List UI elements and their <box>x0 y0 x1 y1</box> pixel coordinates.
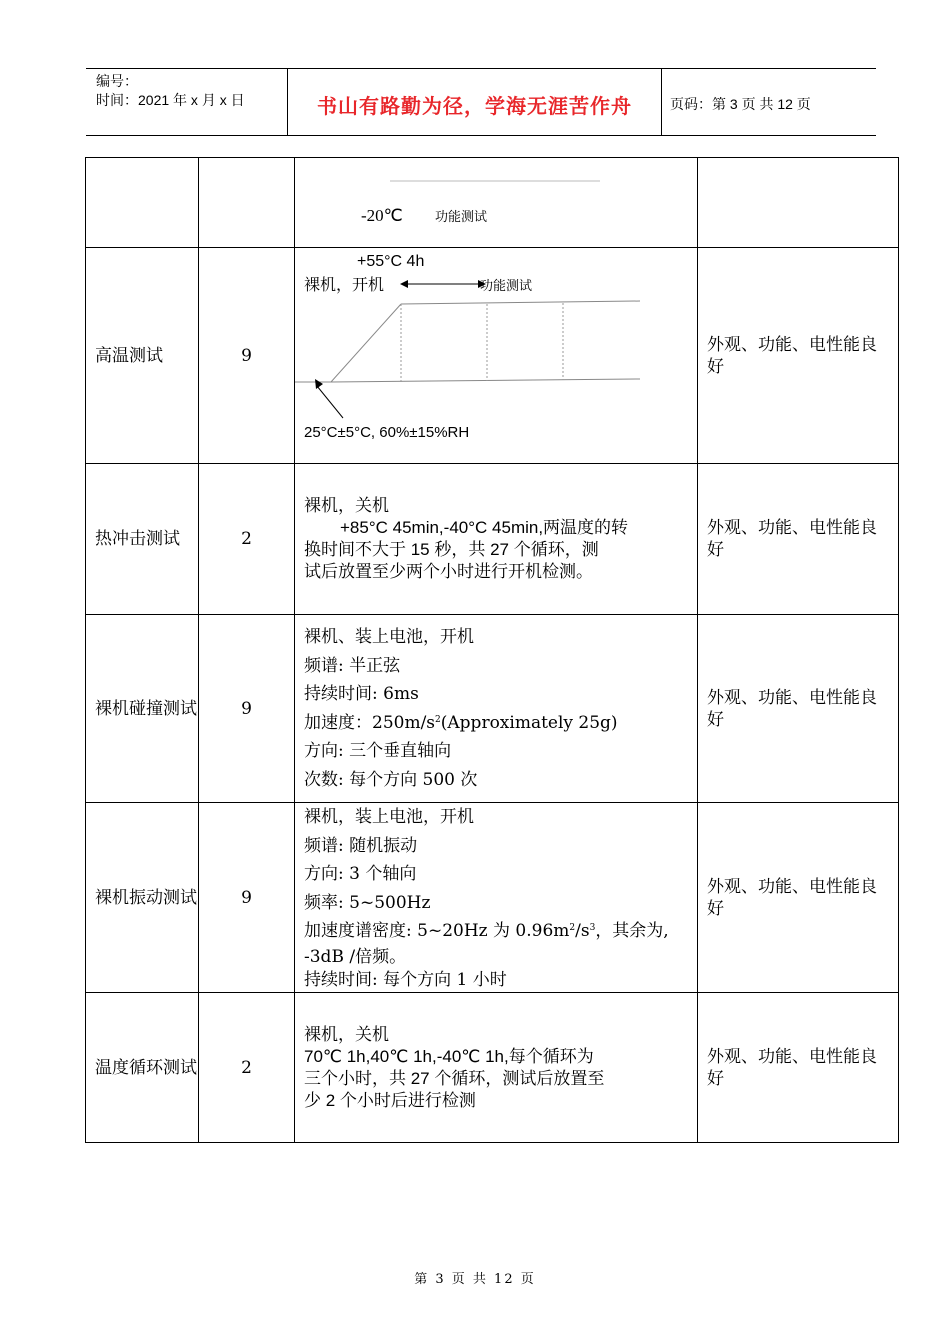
header-motto: 书山有路勤为径，学海无涯苦作舟 <box>317 96 632 118</box>
condition-line: 裸机，关机 <box>304 496 389 516</box>
condition-line: 少 2 个小时后进行检测 <box>304 1090 476 1110</box>
condition-line: 方向: 三个垂直轴向 <box>304 741 452 761</box>
table-row <box>86 248 899 464</box>
table-row <box>86 993 899 1143</box>
table-row <box>86 615 899 803</box>
doc-number-label: 编号： <box>96 73 138 89</box>
header-meta <box>96 72 245 110</box>
low-temp-diagram <box>295 158 685 246</box>
condition-line: +85°C 45min,-40°C 45min,两温度的转 <box>340 518 629 537</box>
condition-line: 方向: 3 个轴向 <box>304 864 417 885</box>
function-test-label: 功能测试 <box>435 210 488 225</box>
header-top-rule <box>86 68 876 69</box>
condition-line: 频谱: 随机振动 <box>304 835 418 856</box>
table-row <box>86 464 899 615</box>
test-result-cell: 外观、功能、电性能良好 <box>698 803 899 993</box>
condition-line: 裸机，装上电池，开机 <box>304 807 474 828</box>
test-table <box>85 157 899 1143</box>
condition-line: 裸机，关机 <box>304 1024 389 1045</box>
condition-line: 裸机、装上电池，开机 <box>304 627 474 647</box>
page-footer: 第 3 页 共 12 页 <box>414 1272 536 1287</box>
test-name-cell: 热冲击测试 <box>86 464 199 615</box>
condition-line: 频谱: 半正弦 <box>304 655 401 676</box>
test-condition-cell <box>295 158 698 248</box>
test-name-cell: 温度循环测试 <box>86 993 199 1143</box>
test-count-cell: 9 <box>199 248 295 464</box>
condition-line: 加速度：$250m/s^2(Approximately$ 25g) <box>304 712 618 733</box>
test-result-cell: 外观、功能、电性能良好 <box>698 464 899 615</box>
test-result-cell <box>698 158 899 248</box>
condition-line: 三个小时，共 27 个循环，测试后放置至 <box>304 1068 605 1088</box>
condition-line: 频率: 5~500Hz <box>304 892 431 913</box>
test-result-cell: 外观、功能、电性能良好 <box>698 993 899 1143</box>
condition-line: 持续时间: 6ms <box>304 684 419 704</box>
test-result-cell: 外观、功能、电性能良好 <box>698 615 899 803</box>
condition-line: 加速度谱密度: 5~20Hz 为 $0.96m^2/s^3$，其余为, <box>304 921 669 942</box>
high-temp-diagram <box>295 248 688 462</box>
test-count-cell: 2 <box>199 993 295 1143</box>
condition-line: 持续时间: 每个方向 1 小时 <box>304 969 507 990</box>
header-page-label: 页码：第 3 页 共 12 页 <box>670 96 811 112</box>
function-test-label: 功能测试 <box>480 279 533 294</box>
test-result-cell: 外观、功能、电性能良好 <box>698 248 899 464</box>
condition-line: 试后放置至少两个小时进行开机检测。 <box>304 562 593 582</box>
setting-label: +55°C 4h <box>357 253 425 270</box>
doc-time-label: 时间：2021 年 x 月 x 日 <box>96 92 245 108</box>
mode-label: 裸机，开机 <box>304 275 385 294</box>
ambient-label: 25°C±5°C, 60%±15%RH <box>304 424 470 441</box>
condition-line: 70℃ 1h,40℃ 1h,-40℃ 1h,每个循环为 <box>304 1046 594 1066</box>
temp-low-label: -20℃ <box>361 206 403 225</box>
test-name-cell: 裸机振动测试 <box>86 803 199 993</box>
test-count-cell: 9 <box>199 803 295 993</box>
test-name-cell: 高温测试 <box>86 248 199 464</box>
test-name-cell: 裸机碰撞测试 <box>86 615 199 803</box>
test-count-cell: 9 <box>199 615 295 803</box>
header-bottom-rule <box>86 135 876 136</box>
test-condition-cell <box>295 993 698 1143</box>
test-condition-cell <box>295 248 698 464</box>
table-row <box>86 803 899 993</box>
test-condition-cell <box>295 464 698 615</box>
test-count-cell <box>199 158 295 248</box>
condition-line: 次数: 每个方向 500 次 <box>304 769 478 790</box>
table-row <box>86 158 899 248</box>
condition-line: -3dB /倍频。 <box>304 946 407 967</box>
test-condition-cell <box>295 615 698 803</box>
condition-line: 换时间不大于 15 秒，共 27 个循环，测 <box>304 540 599 559</box>
test-count-cell: 2 <box>199 464 295 615</box>
header-divider <box>661 68 662 136</box>
test-condition-cell <box>295 803 698 993</box>
test-name-cell <box>86 158 199 248</box>
